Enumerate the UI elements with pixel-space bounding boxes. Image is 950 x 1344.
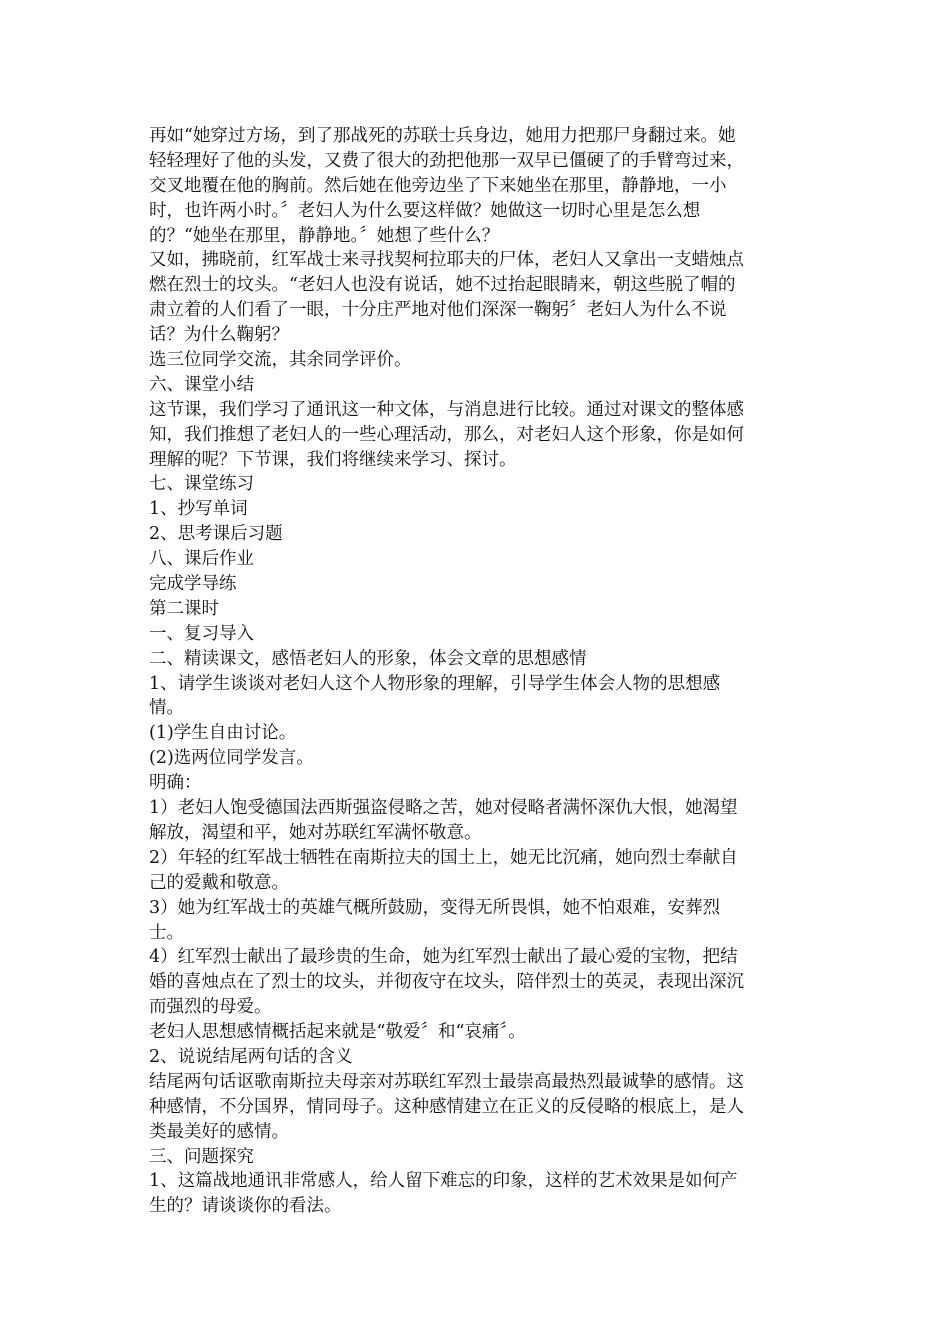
document-page: [149, 124, 809, 1219]
section-heading: 七、课堂练习: [149, 474, 254, 495]
text-line: 时，也许两小时。〞老妇人为什么要这样做？她做这一切时心里是怎么想: [149, 200, 701, 221]
text-line: 而强烈的母爱。: [149, 997, 272, 1018]
section-heading: 三、问题探究: [149, 1146, 254, 1167]
section-heading: 六、课堂小结: [149, 374, 254, 395]
list-item: (1)学生自由讨论。: [149, 723, 297, 744]
text-line: 解放，渴望和平，她对苏联红军满怀敬意。: [149, 822, 482, 843]
text-line: 话？为什么鞠躬？: [149, 325, 289, 346]
text-line: 生的？请谈谈你的看法。: [149, 1196, 342, 1217]
list-item: 4）红军烈士献出了最珍贵的生命，她为红军烈士献出了最心爱的宝物，把结: [149, 947, 738, 968]
section-heading: 八、课后作业: [149, 549, 254, 570]
list-item: 2）年轻的红军战士牺牲在南斯拉夫的国土上，她无比沉痛，她向烈士奉献自: [149, 847, 738, 868]
section-heading: 一、复习导入: [149, 623, 254, 644]
list-item: 3）她为红军战士的英雄气概所鼓励，变得无所畏惧，她不怕艰难，安葬烈: [149, 897, 721, 918]
text-line: 种感情，不分国界，情同母子。这种感情建立在正义的反侵略的根底上，是人: [149, 1096, 744, 1117]
list-item: (2)选两位同学发言。: [149, 748, 314, 769]
text-line: 理解的呢？下节课，我们将继续来学习、探讨。: [149, 449, 517, 470]
text-line: 完成学导练: [149, 574, 237, 595]
text-line: 老妇人思想感情概括起来就是“敬爱〞和“哀痛〞。: [149, 1022, 526, 1043]
text-line: 婚的喜烛点在了烈士的坟头，并彻夜守在坟头，陪伴烈士的英灵，表现出深沉: [149, 972, 744, 993]
section-heading: 二、精读课文，感悟老妇人的形象，体会文章的思想感情: [149, 648, 587, 669]
text-line: 燃在烈士的坟头。“老妇人也没有说话，她不过抬起眼睛来，朝这些脱了帽的: [149, 275, 736, 296]
text-line: 选三位同学交流，其余同学评价。: [149, 350, 412, 371]
text-line: 轻轻理好了他的头发，又费了很大的劲把他那一双早已僵硬了的手臂弯过来，: [149, 150, 744, 171]
text-line: 的？“她坐在那里，静静地。〞她想了些什么？: [149, 225, 500, 246]
text-line: 这节课，我们学习了通讯这一种文体，与消息进行比较。通过对课文的整体感: [149, 399, 744, 420]
text-line: 类最美好的感情。: [149, 1121, 289, 1142]
text-line: 再如“她穿过方场，到了那战死的苏联士兵身边，她用力把那尸身翻过来。她: [149, 126, 736, 146]
text-line: 结尾两句话讴歌南斯拉夫母亲对苏联红军烈士最崇高最热烈最诚挚的感情。这: [149, 1071, 744, 1092]
section-heading: 第二课时: [149, 598, 219, 619]
text-line: 交叉地覆在他的胸前。然后她在他旁边坐了下来她坐在那里，静静地，一小: [149, 175, 727, 196]
text-line: 情。: [149, 698, 184, 719]
text-line: 又如，拂晓前，红军战士来寻找契柯拉耶夫的尸体，老妇人又拿出一支蜡烛点: [149, 250, 744, 271]
list-item: 1、请学生谈谈对老妇人这个人物形象的理解，引导学生体会人物的思想感: [149, 673, 721, 694]
list-item: 1）老妇人饱受德国法西斯强盗侵略之苦，她对侵略者满怀深仇大恨，她渴望: [149, 798, 738, 819]
text-line: 士。: [149, 922, 184, 943]
text-line: 明确：: [149, 773, 202, 794]
list-item: 1、抄写单词: [149, 499, 248, 520]
list-item: 1、这篇战地通讯非常感人，给人留下难忘的印象，这样的艺术效果是如何产: [149, 1171, 738, 1192]
list-item: 2、说说结尾两句话的含义: [149, 1046, 353, 1067]
text-line: 己的爱戴和敬意。: [149, 872, 289, 893]
text-line: 肃立着的人们看了一眼，十分庄严地对他们深深一鞠躬〞老妇人为什么不说: [149, 300, 727, 321]
text-line: 知，我们推想了老妇人的一些心理活动，那么，对老妇人这个形象，你是如何: [149, 424, 744, 445]
list-item: 2、思考课后习题: [149, 524, 283, 545]
